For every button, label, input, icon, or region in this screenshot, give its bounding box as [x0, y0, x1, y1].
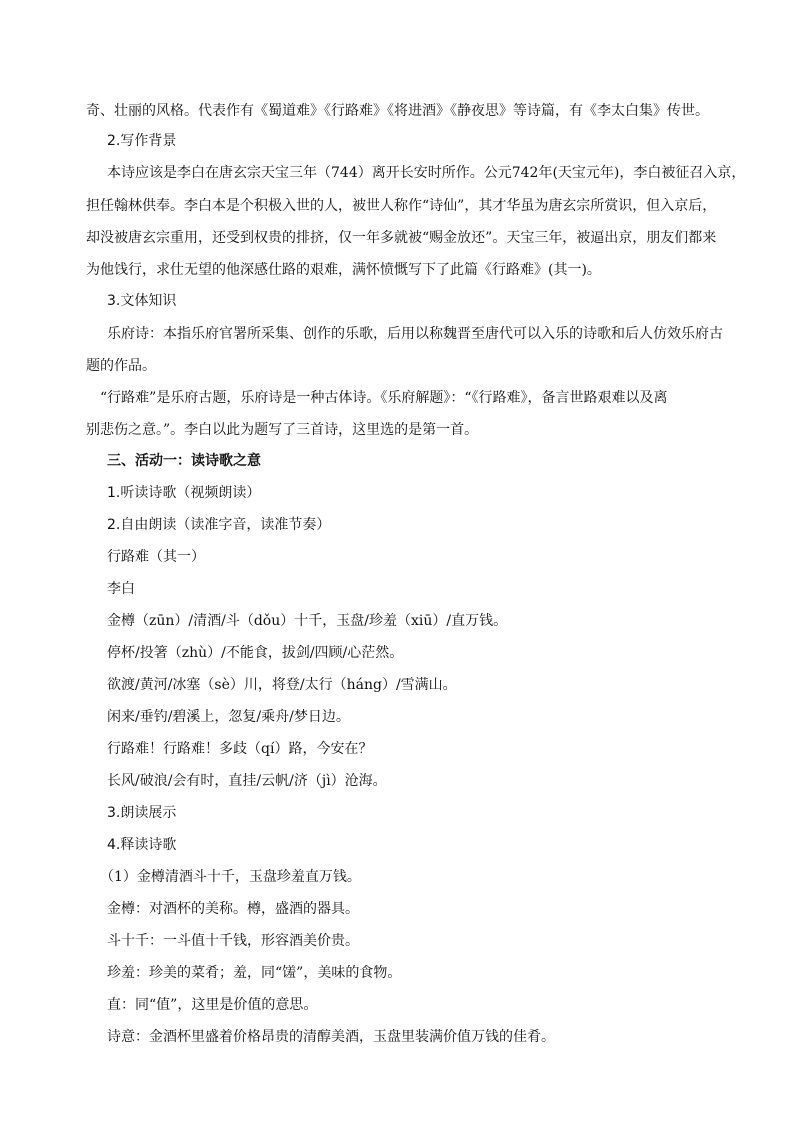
poem-line: 金樽（zūn）/清酒/斗（dǒu）十千，玉盘/珍羞（xiū）/直万钱。 [107, 613, 508, 629]
section-heading: 3.文体知识 [107, 293, 177, 309]
paragraph-line: 题的作品。 [86, 358, 156, 374]
paragraph-line: 本诗应该是李白在唐玄宗天宝三年（744）离开长安时所作。公元742年(天宝元年)，李白被征召入京， [107, 165, 746, 181]
paragraph-line: 别悲伤之意。”。李白以此为题写了三首诗，这里选的是第一首。 [86, 422, 479, 438]
list-item: 4.释读诗歌 [107, 837, 177, 853]
poem-line: 长风/破浪/会有时，直挂/云帆/济（jì）沧海。 [107, 773, 387, 789]
section-heading: 2.写作背景 [107, 133, 177, 149]
list-item: 3.朗读展示 [107, 805, 177, 821]
poem-line: 停杯/投箸（zhù）/不能食，拔剑/四顾/心茫然。 [107, 645, 404, 661]
annotation-line: 诗意：金酒杯里盛着价格昂贵的清醇美酒，玉盘里装满价值万钱的佳肴。 [107, 1029, 555, 1045]
poem-title: 行路难（其一） [107, 549, 205, 565]
annotation-line: 斗十千：一斗值十千钱，形容酒美价贵。 [107, 933, 359, 949]
paragraph-line: 却没被唐玄宗重用，还受到权贵的排挤，仅一年多就被“赐金放还”。天宝三年，被逼出京，朋友们都来 [86, 230, 717, 246]
annotation-line: 金樽：对酒杯的美称。樽，盛酒的器具。 [107, 901, 359, 917]
paragraph-line: “行路难”是乐府古题，乐府诗是一种古体诗。《乐府解题》：“《行路难》，备言世路艰难以及离 [100, 390, 668, 406]
annotation-line: 珍羞：珍美的菜肴；羞，同“馐”，美味的食物。 [107, 965, 402, 981]
paragraph-line: 为他饯行，求仕无望的他深感仕路的艰难，满怀愤慨写下了此篇《行路难》(其一)。 [86, 262, 601, 278]
paragraph-line: 乐府诗：本指乐府官署所采集、创作的乐歌，后用以称魏晋至唐代可以入乐的诗歌和后人仿效乐府古 [107, 326, 723, 342]
sub-item: （1）金樽清酒斗十千，玉盘珍羞直万钱。 [100, 869, 361, 885]
activity-heading: 三、活动一：读诗歌之意 [107, 453, 261, 469]
list-item: 1.听读诗歌（视频朗读） [107, 485, 261, 501]
poem-line: 欲渡/黄河/冰塞（sè）川，将登/太行（háng）/雪满山。 [107, 677, 457, 693]
poem-line: 行路难！行路难！多歧（qí）路，今安在？ [107, 741, 373, 757]
list-item: 2.自由朗读（读准字音，读准节奏） [107, 517, 331, 533]
paragraph-line: 奇、壮丽的风格。代表作有《蜀道难》《行路难》《将进酒》《静夜思》等诗篇，有《李太白集》传世。 [86, 103, 709, 119]
paragraph-line: 担任翰林供奉。李白本是个积极入世的人，被世人称作“诗仙”，其才华虽为唐玄宗所赏识，但入京后， [86, 198, 717, 214]
poem-author: 李白 [107, 581, 135, 597]
annotation-line: 直：同“值”，这里是价值的意思。 [107, 997, 318, 1013]
poem-line: 闲来/垂钓/碧溪上，忽复/乘舟/梦日边。 [107, 709, 350, 725]
